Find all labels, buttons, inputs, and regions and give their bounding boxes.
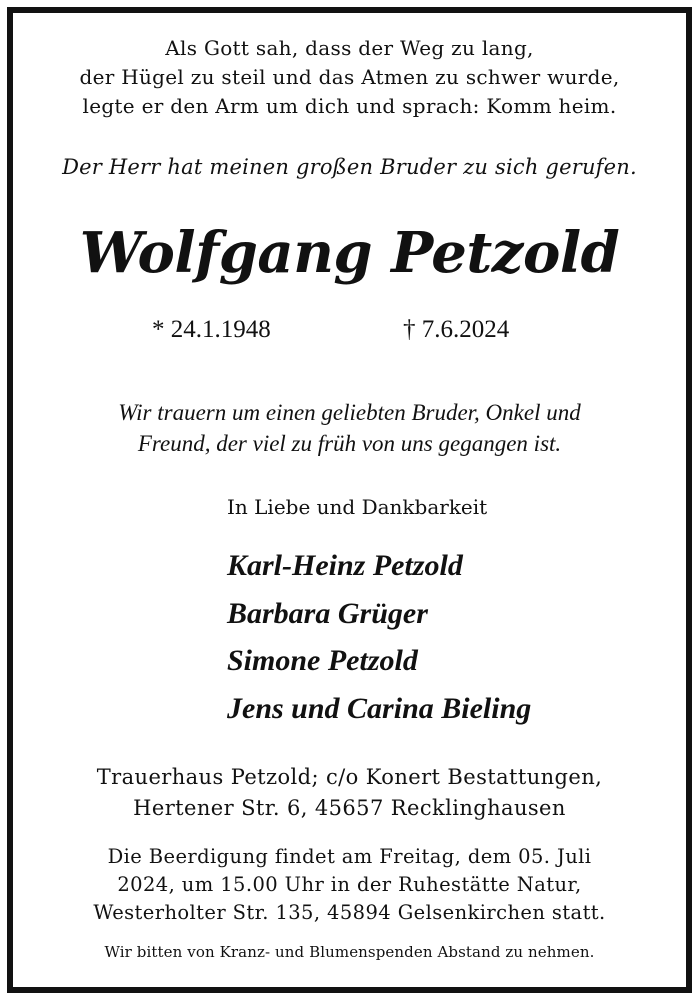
funeral-line: 2024, um 15.00 Uhr in der Ruhestätte Natur, xyxy=(117,873,582,896)
poem-line: Als Gott sah, dass der Weg zu lang, xyxy=(165,36,534,60)
death-date: † 7.6.2024 xyxy=(403,316,510,343)
funeral-details xyxy=(0,843,699,927)
address-line: Hertener Str. 6, 45657 Recklinghausen xyxy=(133,796,566,820)
poem-line: legte er den Arm um dich und sprach: Komm heim. xyxy=(82,94,617,118)
poem-line: der Hügel zu steil und das Atmen zu schwer wurde, xyxy=(79,65,620,89)
mourner-name: Karl-Heinz Petzold xyxy=(227,549,463,582)
mourner-name: Barbara Grüger xyxy=(227,596,428,630)
mourning-line: Freund, der viel zu früh von uns gegangen ist. xyxy=(137,431,562,456)
mourner-name: Simone Petzold xyxy=(227,644,418,677)
funeral-line: Westerholter Str. 135, 45894 Gelsenkirchen statt. xyxy=(93,901,606,924)
life-dates xyxy=(0,316,699,352)
birth-date: * 24.1.1948 xyxy=(152,316,271,343)
mourning-line: Wir trauern um einen geliebten Bruder, Onkel und xyxy=(118,400,581,425)
intro-sentence: Der Herr hat meinen großen Bruder zu sich gerufen. xyxy=(62,155,637,179)
donation-request: Wir bitten von Kranz- und Blumenspenden Abstand zu nehmen. xyxy=(104,943,595,961)
address-line: Trauerhaus Petzold; c/o Konert Bestattungen, xyxy=(96,765,603,789)
opening-poem xyxy=(0,34,699,121)
gratitude-line: In Liebe und Dankbarkeit xyxy=(227,495,488,519)
deceased-name: Wolfgang Petzold xyxy=(79,220,620,286)
mourner-list xyxy=(227,542,531,732)
funeral-line: Die Beerdigung findet am Freitag, dem 05. Juli xyxy=(107,845,592,868)
mourner-name: Jens und Carina Bieling xyxy=(227,691,532,725)
mourning-house-address xyxy=(0,762,699,824)
mourning-text xyxy=(0,397,699,459)
